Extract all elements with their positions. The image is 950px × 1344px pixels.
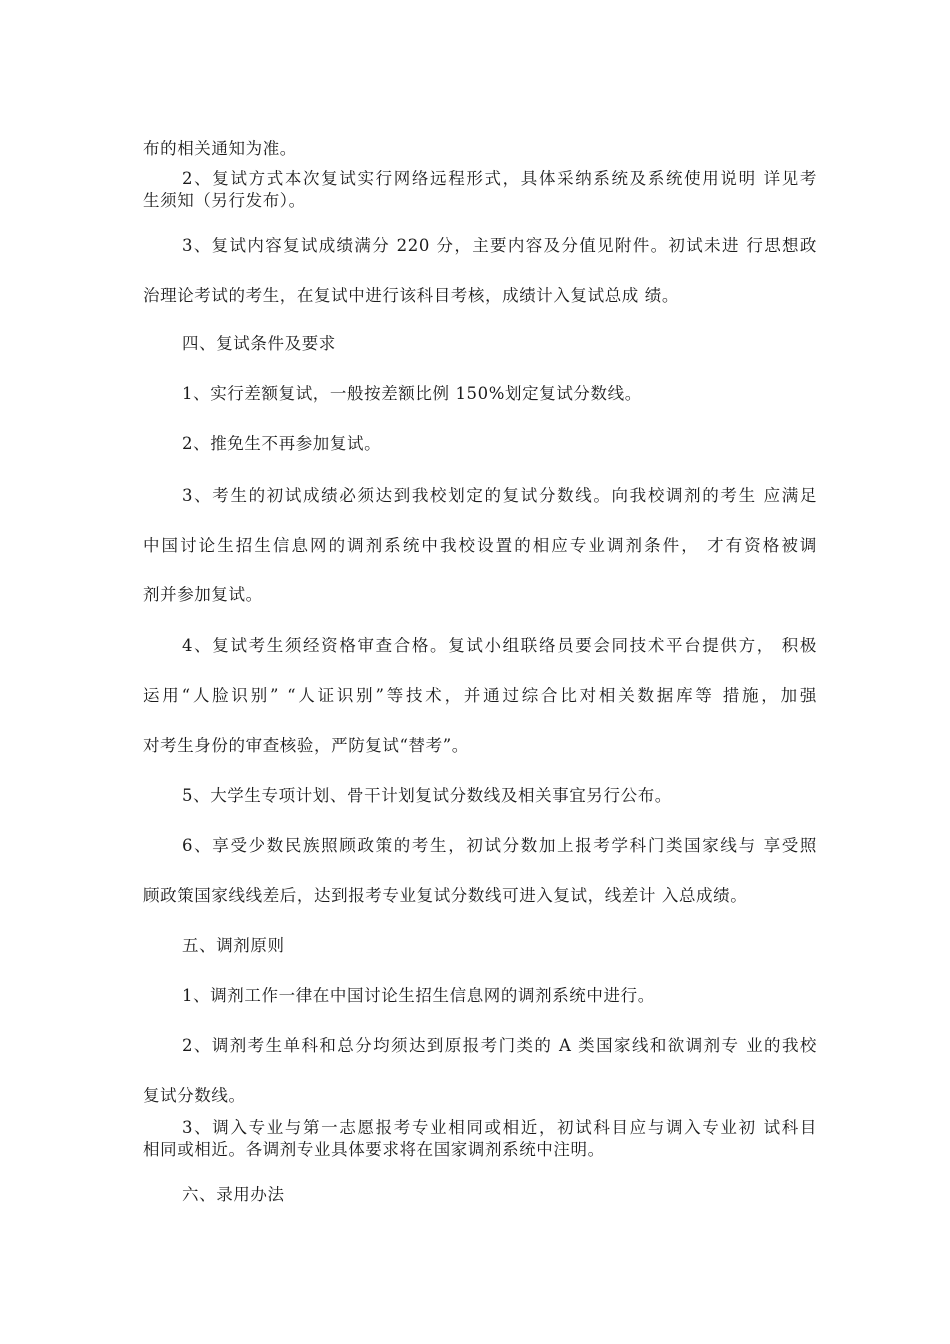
- text-line: 生须知（另行发布）。: [143, 191, 306, 210]
- text-line: 2、复试方式本次复试实行网络远程形式，具体采纳系统及系统使用说明 详见考: [182, 169, 817, 188]
- text-line: 运用“人脸识别” “人证识别”等技术，并通过综合比对相关数据库等 措施，加强: [143, 686, 817, 705]
- text-line: 相同或相近。各调剂专业具体要求将在国家调剂系统中注明。: [143, 1140, 605, 1159]
- text-line: 2、调剂考生单科和总分均须达到原报考门类的 A 类国家线和欲调剂专 业的我校: [182, 1036, 817, 1055]
- text-line: 3、调入专业与第一志愿报考专业相同或相近，初试科目应与调入专业初 试科目: [182, 1118, 817, 1137]
- text-line: 1、实行差额复试，一般按差额比例 150%划定复试分数线。: [182, 384, 642, 403]
- text-line: 1、调剂工作一律在中国讨论生招生信息网的调剂系统中进行。: [182, 986, 655, 1005]
- text-line: 顾政策国家线线差后，达到报考专业复试分数线可进入复试，线差计 入总成绩。: [143, 886, 748, 905]
- text-line: 中国讨论生招生信息网的调剂系统中我校设置的相应专业调剂条件， 才有资格被调: [143, 536, 817, 555]
- text-line: 剂并参加复试。: [143, 585, 263, 604]
- text-line: 4、复试考生须经资格审查合格。复试小组联络员要会同技术平台提供方， 积极: [182, 636, 817, 655]
- text-line: 2、推免生不再参加复试。: [182, 434, 382, 453]
- text-line: 布的相关通知为准。: [143, 139, 297, 158]
- text-line: 3、复试内容复试成绩满分 220 分，主要内容及分值见附件。初试未进 行思想政: [182, 236, 817, 255]
- text-line: 对考生身份的审查核验，严防复试“替考”。: [143, 736, 469, 755]
- text-line: 治理论考试的考生，在复试中进行该科目考核，成绩计入复试总成 绩。: [143, 286, 679, 305]
- text-line: 5、大学生专项计划、骨干计划复试分数线及相关事宜另行公布。: [182, 786, 672, 805]
- section-heading: 四、复试条件及要求: [182, 334, 336, 353]
- section-heading: 六、录用办法: [182, 1185, 285, 1204]
- section-heading: 五、调剂原则: [182, 936, 285, 955]
- text-line: 复试分数线。: [143, 1086, 246, 1105]
- text-line: 3、考生的初试成绩必须达到我校划定的复试分数线。向我校调剂的考生 应满足: [182, 486, 817, 505]
- text-line: 6、享受少数民族照顾政策的考生，初试分数加上报考学科门类国家线与 享受照: [182, 836, 817, 855]
